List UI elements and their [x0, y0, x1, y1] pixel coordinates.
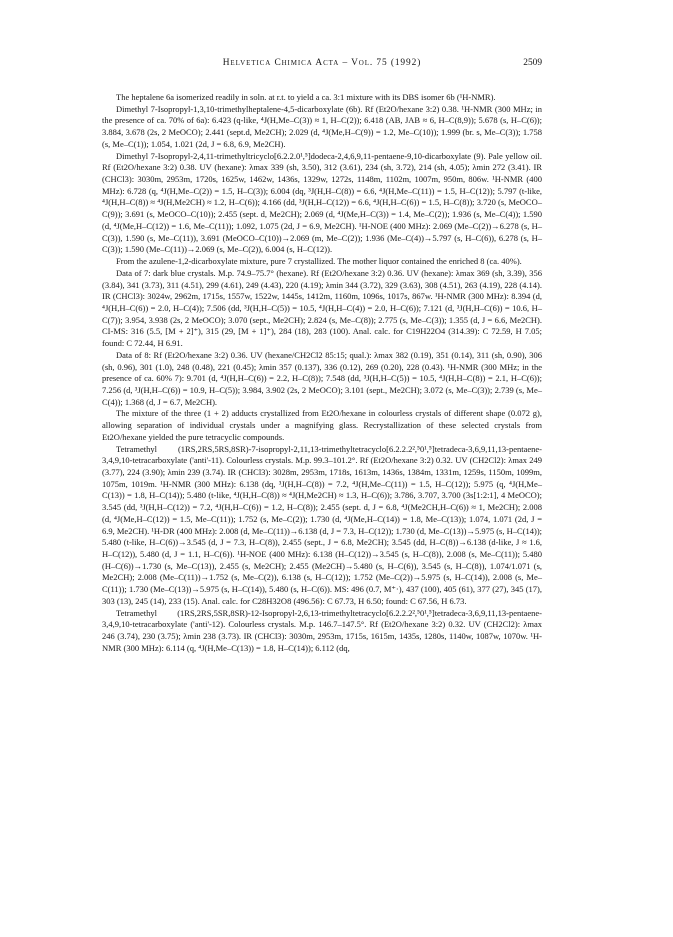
page-number: 2509	[523, 58, 542, 68]
article-body	[102, 92, 542, 655]
paragraph-isomerization: The heptalene 6a isomerized readily in soln. at r.t. to yield a ca. 3:1 mixture with its DBS isomer 6b (¹H-NMR).	[116, 92, 496, 102]
paragraph-data-8: Data of 8: Rf (Et2O/hexane 3:2) 0.36. UV (hexane/CH2Cl2 85:15; qual.): λmax 382 (0.19), 351 (0.14), 311 (sh, 0.90), 306 (sh, 0.96), 301 (1.0), 248 (0.48), 221 (0.45); λmin 357 (0.137), 336 (0.12), 269 (0.20), 228 (0.43). ¹H-NMR (300 MHz; in the presence of ca. 60% 7): 9.701 (d, ⁴J(H,H–C(6)) = 2.2, H–C(8)); 7.548 (dd, ³J(H,H–C(5)) = 10.5, ⁴J(H,H–C(8)) = 2.1, H–C(6)); 7.256 (d, ³J(H,H–C(6)) = 10.9, H–C(5)); 3.984, 3.902 (2s, 2 MeOCO); 3.101 (sept., Me2CH); 3.072 (s, Me–C(3)); 2.739 (s, Me–C(4)); 1.368 (d, J = 6.7, Me2CH).	[102, 349, 542, 407]
paragraph-anti-11: Tetramethyl (1RS,2RS,5RS,8SR)-7-isopropyl-2,11,13-trimethyltetracyclo[6.2.2.2²,⁵0¹,⁵]tetradeca-3,6,9,11,13-pentaene-3,4,9,10-tetracarboxylate ('anti'-11). Colourless crystals. M.p. 99.3–101.2°. Rf (Et2O/hexane 3:2) 0.32. UV (CH2Cl2): λmax 249 (3.77), 224 (3.90); λmin 239 (3.74). IR (CHCl3): 3028m, 2953m, 1718s, 1613m, 1436s, 1384m, 1331m, 1259s, 1150m, 1099m, 1075m, 1019m. ¹H-NMR (300 MHz): 6.138 (dq, ³J(H,H–C(8)) = 7.2, ⁴J(H,Me–C(11)) = 1.5, H–C(12)); 5.975 (q, ⁴J(H,Me–C(13)) = 1.8, H–C(14)); 5.480 (t-like, ⁴J(H,H–C(8)) ≈ ⁴J(H,Me2CH) ≈ 1.3, H–C(6)); 3.786, 3.707, 3.700 (3s[1:2:1], 4 MeOCO); 3.545 (dd, ³J(H,H–C(12)) = 7.2, ⁴J(H,H–C(6)) = 1.2, H–C(8)); 2.455 (sept. d, J = 6.8, ⁴J(Me2CH,H–C(6)) ≈ 1, Me2CH); 2.008 (d, ⁴J(Me,H–C(12)) = 1.5, Me–C(11)); 1.752 (s, Me–C(2)); 1.730 (d, ⁴J(Me,H–C(14)) = 1.8, Me–C(13)); 1.074, 1.071 (2d, J = 6.9, Me2CH). ¹H-DR (400 MHz): 2.008 (d, Me–C(11))→6.138 (d, J = 7.3, H–C(12)); 1.730 (d, Me–C(13))→5.975 (s, H–C(14)); 5.480 (t-like, H–C(6))→3.545 (d, J = 7.3, H–C(8)), 2.455 (sept., J = 6.8, Me2CH); 3.545 (dd, H–C(8))→6.138 (d-like, J ≈ 1.6, H–C(12)), 5.480 (d, J = 1.1, H–C(6)). ¹H-NOE (400 MHz): 6.138 (H–C(12))→3.545 (s, H–C(8)), 2.008 (s, Me–C(11)); 5.480 (H–C(6))→1.730 (s, Me–C(13)), 2.455 (s, Me2CH); 2.455 (Me2CH)→5.480 (s, H–C(6)), 3.545 (s, H–C(8)), 1.074/1.071 (s, Me2CH); 2.008 (Me–C(11))→1.752 (s, Me–C(2)), 6.138 (s, H–C(12)); 1.752 (Me–C(2))→5.975 (s, H–C(14)), 2.008 (s, Me–C(11)); 1.730 (Me–C(13))→5.975 (s, H–C(14)), 5.480 (s, H–C(6)). MS: 496 (0.7, M⁺·), 437 (100), 405 (61), 377 (27), 345 (17), 303 (13), 245 (14), 233 (15). Anal. calc. for C28H32O8 (496.56): C 67.73, H 6.50; found: C 67.56, H 6.73.	[102, 443, 543, 606]
paragraph-compound-6b: Dimethyl 7-Isopropyl-1,3,10-trimethylheptalene-4,5-dicarboxylate (6b). Rf (Et2O/hexane 3:2) 0.38. ¹H-NMR (300 MHz; in the presence of ca. 70% of 6a): 6.423 (q-like, ⁴J(H,Me–C(3)) ≈ 1, H–C(2)); 6.418 (AB, JAB ≈ 6, H–C(8,9)); 5.678 (s, H–C(6)); 3.884, 3.678 (2s, 2 MeOCO); 2.441 (sept.d, Me2CH); 2.029 (d, ⁴J(Me,H–C(9)) = 1.2, Me–C(10)); 1.999 (br. s, Me–C(3)); 1.758 (s, Me–C(1)); 1.054, 1.021 (2d, J = 6.8, 6.9, Me2CH).	[102, 103, 542, 149]
paragraph-adducts: The mixture of the three (1 + 2) adducts crystallized from Et2O/hexane in colourless crystals of different shape (0.072 g), allowing separation of individual crystals under a magnifying glass. Recrystallization of these selected crystals from Et2O/hexane yielded the pure tetracyclic compounds.	[102, 408, 542, 442]
paragraph-compound-9: Dimethyl 7-Isopropyl-2,4,11-trimethyltricyclo[6.2.2.0¹,⁵]dodeca-2,4,6,9,11-pentaene-9,10-dicarboxylate (9). Pale yellow oil. Rf (Et2O/hexane 3:2) 0.38. UV (hexane): λmax 339 (sh, 3.50), 312 (3.61), 234 (sh, 3.72), 214 (sh, 4.05); λmin 272 (3.41). IR (CHCl3): 3030m, 2953m, 1720s, 1625w, 1462w, 1436s, 1329w, 1272s, 1148m, 1102m, 1007m, 950m, 806w. ¹H-NMR (400 MHz): 6.728 (q, ⁴J(H,Me–C(2)) = 1.5, H–C(3)); 6.004 (dq, ³J(H,H–C(8)) = 6.6, ⁴J(H,Me–C(11)) = 1.5, H–C(12)); 5.797 (t-like, ⁴J(H,H–C(8)) ≈ ⁴J(H,Me2CH) ≈ 1.2, H–C(6)); 4.166 (dd, ³J(H,H–C(12)) = 6.6, ⁴J(H,H–C(6)) = 1.5, H–C(8)); 3.720 (s, MeOCO–C(9)); 3.691 (s, MeOCO–C(10)); 2.455 (sept. d, Me2CH); 2.069 (d, ⁴J(Me,H–C(3)) = 1.4, Me–C(2)); 1.936 (s, Me–C(4)); 1.590 (d, ⁴J(Me,H–C(12)) = 1.6, Me–C(11)); 1.092, 1.075 (2d, J = 6.9, Me2CH). ¹H-NOE (400 MHz): 2.069 (Me–C(2))→6.278 (s, H–C(3)), 1.590 (s, Me–C(11)), 3.691 (MeOCO–C(10))→2.069 (m, Me–C(2)); 1.936 (Me–C(4))→5.797 (s, H–C(6)), 6.278 (s, H–C(3)); 1.590 (Me–C(11))→2.069 (s, Me–C(2)), 6.004 (s, H–C(12)).	[102, 150, 542, 255]
running-header	[102, 58, 542, 72]
paragraph-data-7: Data of 7: dark blue crystals. M.p. 74.9–75.7° (hexane). Rf (Et2O/hexane 3:2) 0.36. UV (hexane): λmax 369 (sh, 3.39), 356 (3.84), 341 (3.73), 311 (4.51), 299 (4.61), 249 (4.43), 220 (4.19); λmin 344 (3.72), 329 (3.63), 308 (4.51), 263 (4.19), 228 (4.14). IR (CHCl3): 3024w, 2962m, 1715s, 1557w, 1522w, 1445s, 1412m, 1160m, 1096s, 1017s, 867w. ¹H-NMR (300 MHz): 8.394 (d, ⁴J(H,H–C(6)) = 2.0, H–C(4)); 7.506 (dd, ³J(H,H–C(5)) = 10.5, ⁴J(H,H–C(4)) = 2.0, H–C(6)); 7.121 (d, ³J(H,H–C(6)) = 10.6, H–C(7)); 3.954, 3.938 (2s, 2 MeOCO); 3.070 (sept., Me2CH); 2.824 (s, Me–C(8)); 2.775 (s, Me–C(3)); 1.355 (d, J = 6.6, Me2CH). CI-MS: 316 (5.5, [M + 2]⁺), 315 (29, [M + 1]⁺), 284 (18), 283 (100). Anal. calc. for C19H22O4 (314.39): C 72.59, H 7.05; found: C 72.44, H 6.91.	[102, 267, 542, 349]
paragraph-anti-12: Tetramethyl (1RS,2RS,5SR,8SR)-12-Isopropyl-2,6,13-trimethyltetracyclo[6.2.2.2²,⁵0¹,⁵]tetradeca-3,6,9,11,13-pentaene-3,4,9,10-tetracarboxylate ('anti'-12). Colourless crystals. M.p. 146.7–147.5°. Rf (Et2O/hexane 3:2) 0.32. UV (CH2Cl2): λmax 246 (3.74), 230 (3.75); λmin 238 (3.73). IR (CHCl3): 3030m, 2953m, 1715s, 1615m, 1435s, 1280s, 1140w, 1087w, 1070w. ¹H-NMR (300 MHz): 6.114 (q, ⁴J(H,Me–C(13)) = 1.8, H–C(14)); 6.112 (dq,	[102, 607, 542, 653]
paragraph-azulene-mixture: From the azulene-1,2-dicarboxylate mixture, pure 7 crystallized. The mother liquor contained the enriched 8 (ca. 40%).	[116, 256, 522, 267]
journal-title: Helvetica Chimica Acta – Vol. 75 (1992)	[222, 58, 422, 68]
